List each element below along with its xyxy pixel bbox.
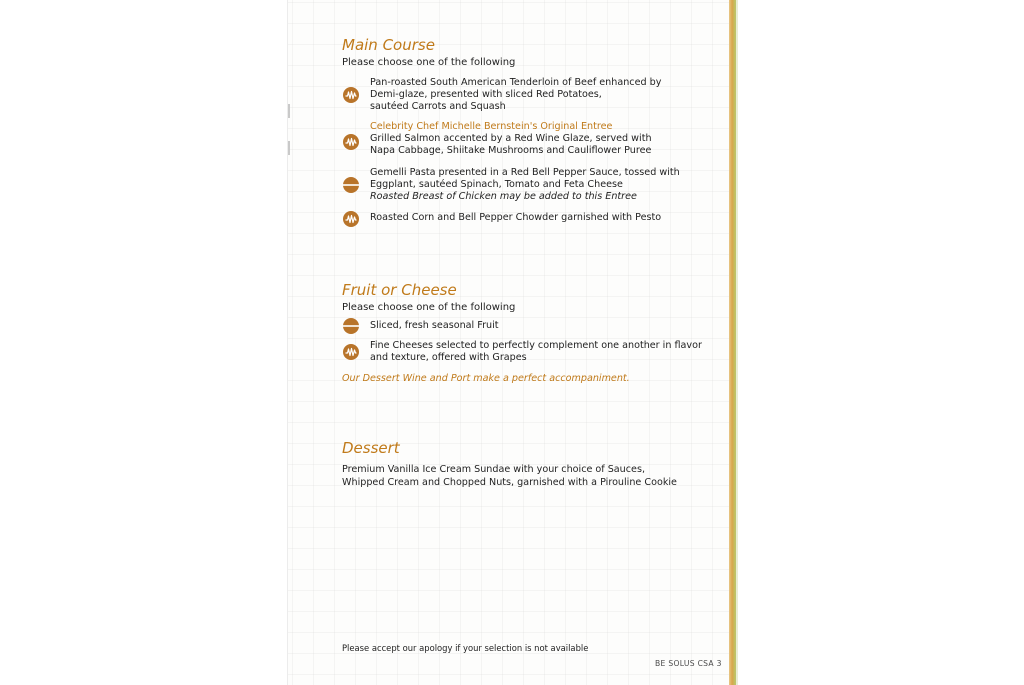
item-line: and texture, offered with Grapes (370, 352, 527, 363)
page-spine-stripe (729, 0, 736, 685)
menu-item-dessert[interactable] (342, 463, 677, 489)
fruit-cheese-title: Fruit or Cheese (342, 281, 457, 299)
binding-mark (288, 104, 290, 118)
chef-note: Celebrity Chef Michelle Bernstein's Original Entree (370, 121, 613, 132)
item-line: Whipped Cream and Chopped Nuts, garnished with a Pirouline Cookie (342, 477, 677, 488)
spa-wave-icon (343, 211, 359, 227)
dessert-title: Dessert (342, 439, 400, 457)
page-reference: BE SOLUS CSA 3 (655, 659, 722, 668)
spa-wave-icon (343, 344, 359, 360)
item-line: Demi-glaze, presented with sliced Red Potatoes, (370, 89, 602, 100)
main-course-title: Main Course (342, 36, 435, 54)
half-circle-icon (343, 318, 359, 334)
spa-wave-icon (343, 134, 359, 150)
item-line: Roasted Corn and Bell Pepper Chowder garnished with Pesto (370, 212, 662, 223)
item-line: Grilled Salmon accented by a Red Wine Glaze, served with (370, 133, 652, 144)
item-line: Sliced, fresh seasonal Fruit (370, 320, 499, 331)
half-circle-icon (343, 177, 359, 193)
page-left-edge (287, 0, 288, 685)
apology-note: Please accept our apology if your selection is not available (342, 643, 589, 653)
item-addon-note: Roasted Breast of Chicken may be added to this Entree (370, 191, 637, 202)
menu-item-text (370, 77, 670, 113)
item-line: Eggplant, sautéed Spinach, Tomato and Feta Cheese (370, 179, 623, 190)
item-line: Pan-roasted South American Tenderloin of Beef enhanced by (370, 77, 662, 88)
main-course-instruction: Please choose one of the following (342, 57, 516, 68)
menu-item-text (370, 340, 702, 364)
item-line: Gemelli Pasta presented in a Red Bell Pepper Sauce, tossed with (370, 167, 680, 178)
menu-item-text (370, 167, 680, 203)
menu-item-text (370, 320, 670, 332)
fruit-cheese-instruction: Please choose one of the following (342, 302, 516, 313)
item-line: Premium Vanilla Ice Cream Sundae with your choice of Sauces, (342, 464, 645, 475)
item-line: sautéed Carrots and Squash (370, 101, 506, 112)
dessert-wine-note: Our Dessert Wine and Port make a perfect accompaniment. (342, 373, 630, 384)
menu-item-text (370, 212, 670, 224)
item-line: Fine Cheeses selected to perfectly complement one another in flavor (370, 340, 702, 351)
spa-wave-icon (343, 87, 359, 103)
binding-mark (288, 141, 290, 155)
page-spine-shadow (736, 0, 738, 685)
menu-item-text (370, 121, 670, 157)
item-line: Napa Cabbage, Shiitake Mushrooms and Cauliflower Puree (370, 145, 652, 156)
